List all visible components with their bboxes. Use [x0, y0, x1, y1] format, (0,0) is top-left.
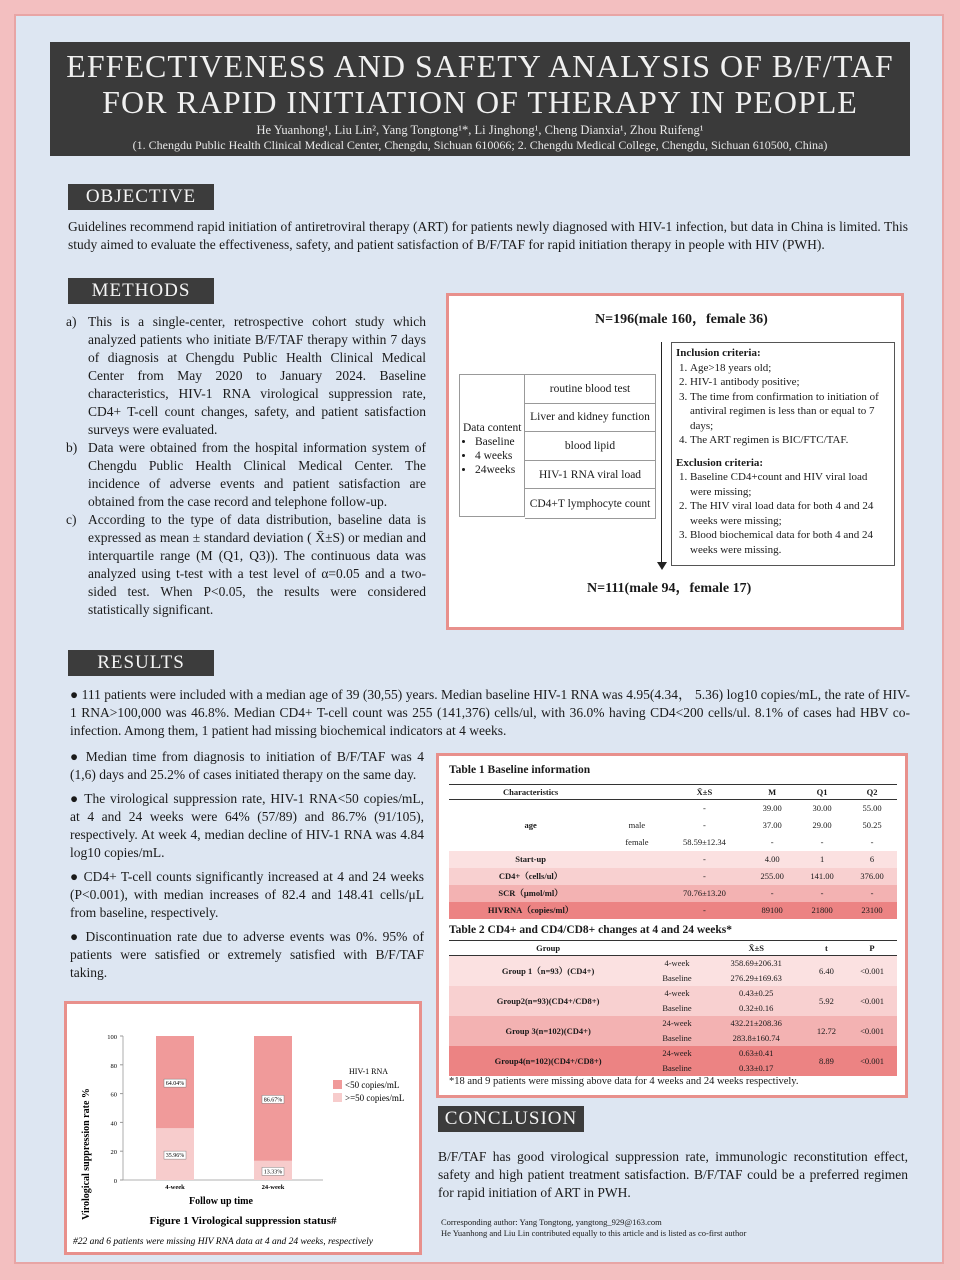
- table2-row: [449, 1046, 897, 1061]
- table2-header: P: [847, 941, 897, 956]
- table2-value: 0.63±0.41: [739, 1048, 774, 1058]
- table2-group: Group 1（n=93）(CD4+): [501, 965, 595, 976]
- table2-value: 283.8±160.74: [732, 1033, 780, 1043]
- table1-cell: age: [524, 820, 537, 830]
- table2-t: 8.89: [818, 1055, 834, 1066]
- methods-item: [66, 511, 426, 619]
- y-tick-label: 40: [110, 1120, 117, 1128]
- table2: [449, 940, 897, 1076]
- table2-value: 358.69±206.31: [730, 958, 782, 969]
- methods-list: [66, 313, 426, 619]
- table1-cell: CD4+（cells/ul）: [498, 871, 563, 881]
- table1-cell: [449, 834, 612, 851]
- objective-heading: OBJECTIVE: [68, 184, 214, 210]
- table1-cell: -: [870, 888, 874, 898]
- table2-p: <0.001: [860, 1055, 884, 1066]
- table1-row: [449, 851, 897, 868]
- results-summary: ● 111 patients were included with a median age of 39 (30,55) years. Median baseline HIV-1 RNA was 4.95(4.34， 5.36) log10 copies/mL, the rate of HIV-1 RNA>100,000 was 46.8%. Median CD4+ T-cell count was 255 (141,376) cells/ul, with 36.0% having CD4<200 cells/ul. 8.1% of cases had HBV co-infection. Among them, 1 patient had missing biochemical indicators at 4 weeks.: [70, 687, 910, 738]
- table1-cell: 39.00: [762, 803, 782, 814]
- criteria-box: [671, 342, 895, 566]
- table1-cell: [612, 868, 661, 885]
- item-text: Data were obtained from the hospital information system of Chengdu Public Health Clinical Medical Center. The incidence of adverse events and patient satisfaction are obtained from the case record and telephone follow-up.: [88, 440, 426, 509]
- table1-row: [449, 902, 897, 919]
- data-item: routine blood test: [525, 375, 655, 404]
- table1-cell: 1: [819, 854, 825, 864]
- y-axis-label: Virological suppression rate %: [81, 1088, 92, 1220]
- data-label-ge50: 13.33%: [263, 1169, 283, 1176]
- conclusion-heading: CONCLUSION: [438, 1106, 584, 1132]
- table2-p: <0.001: [860, 965, 884, 976]
- inclusion-item: 1. Age>18 years old;: [690, 361, 890, 376]
- x-axis-label: Follow up time: [189, 1196, 253, 1207]
- figure-caption: Figure 1 Virological suppression status#: [149, 1215, 337, 1227]
- table1-cell: 70.76±13.20: [682, 888, 726, 898]
- data-label-lt50: 64.04%: [165, 1081, 185, 1088]
- table2-t: 12.72: [816, 1025, 836, 1036]
- table2-group: Group 3(n=102)(CD4+): [505, 1025, 591, 1036]
- corresponding-author: Corresponding author: Yang Tongtong, yangtong_929@163.com: [441, 1217, 662, 1227]
- result-bullet: ● Median time from diagnosis to initiation of B/F/TAF was 4 (1,6) days and 25.2% of cases initiated therapy on the same day.: [70, 749, 424, 782]
- tables-box: [436, 753, 908, 1098]
- data-label-ge50: 35.96%: [165, 1153, 185, 1160]
- legend-swatch-lt50: [333, 1080, 342, 1089]
- table1-cell: -: [703, 820, 706, 830]
- flow-arrow-line: [661, 342, 662, 567]
- table1-cell: Start-up: [515, 854, 546, 864]
- table2-value: 432.21±208.36: [730, 1018, 782, 1028]
- table2-timepoint: Baseline: [662, 1003, 692, 1013]
- x-tick-label: 24-week: [261, 1184, 285, 1191]
- table1-cell: -: [770, 888, 774, 898]
- table1-cell: -: [703, 803, 706, 814]
- table1-cell: [612, 851, 661, 868]
- table1-cell: SCR（μmol/ml）: [498, 888, 563, 898]
- table1-cell: [449, 800, 612, 817]
- table2-timepoint: 24-week: [662, 1018, 692, 1028]
- table1-header: Q1: [797, 785, 847, 800]
- table2-p: <0.001: [860, 995, 884, 1006]
- table1-cell: female: [625, 837, 649, 847]
- data-items-list: [525, 374, 656, 519]
- table2-group: Group4(n=102)(CD4+/CD8+): [494, 1055, 602, 1066]
- item-label: b): [66, 440, 78, 455]
- item-label: c): [66, 512, 77, 527]
- data-label-lt50: 86.67%: [263, 1097, 283, 1104]
- table1-cell: -: [820, 837, 824, 847]
- table1-cell: 255.00: [760, 871, 784, 881]
- table1-cell: -: [703, 905, 706, 915]
- table1-cell: 21800: [811, 905, 833, 915]
- table2-t: 5.92: [818, 995, 834, 1006]
- table2-footnote: *18 and 9 patients were missing above data for 4 weeks and 24 weeks respectively.: [449, 1076, 799, 1087]
- table2-header: [647, 941, 706, 956]
- table2-value: 0.32±0.16: [739, 1003, 774, 1013]
- exclusion-item: 3. Blood biochemical data for both 4 and 24 weeks were missing.: [690, 528, 890, 557]
- table1-header: [612, 785, 661, 800]
- table2-timepoint: Baseline: [662, 1063, 692, 1073]
- legend-label-ge50: >=50 copies/mL: [345, 1093, 405, 1103]
- timepoint: • 24weeks: [475, 463, 524, 477]
- timepoint: • Baseline: [475, 435, 524, 449]
- suppression-chart: [67, 1004, 419, 1252]
- poster-title: [50, 48, 910, 120]
- table1-header: Q2: [847, 785, 897, 800]
- result-bullet: ● CD4+ T-cell counts significantly increased at 4 and 24 weeks (P<0.001), with median increases of 82.4 and 148.41 cells/μL from baseline, respectively.: [70, 869, 424, 920]
- table2-timepoint: Baseline: [662, 1033, 692, 1043]
- exclusion-heading: Exclusion criteria:: [676, 456, 764, 469]
- affiliations: (1. Chengdu Public Health Clinical Medical Center, Chengdu, Sichuan 610066; 2. Chengdu Medical College, Chengdu, Sichuan 610500, China): [132, 138, 828, 152]
- methods-heading: METHODS: [68, 278, 214, 304]
- table1-row: [449, 834, 897, 851]
- inclusion-item: 2. HIV-1 antibody positive;: [690, 375, 890, 390]
- x-tick-label: 4-week: [165, 1184, 185, 1191]
- table1-cell: [612, 885, 661, 902]
- table2-value: 0.33±0.17: [739, 1063, 774, 1073]
- table1-header: X̄±S: [662, 785, 748, 800]
- table2-timepoint: 4-week: [664, 988, 690, 998]
- methods-item: [66, 439, 426, 511]
- results-bullets: [70, 748, 424, 988]
- table1-cell: 4.00: [764, 854, 780, 864]
- inclusion-list: [676, 361, 890, 448]
- table1-cell: 29.00: [812, 820, 832, 830]
- table1-row: [449, 868, 897, 885]
- table1-cell: 376.00: [860, 871, 884, 881]
- table2-t: 6.40: [818, 965, 834, 976]
- table2-value: 0.43±0.25: [739, 988, 774, 998]
- y-tick-label: 100: [107, 1034, 117, 1041]
- legend-title: HIV-1 RNA: [349, 1067, 389, 1076]
- table1-cell: HIVRNA（copies/ml）: [487, 905, 574, 915]
- table1: [449, 784, 897, 919]
- table2-row: [449, 986, 897, 1001]
- exclusion-list: [676, 470, 890, 557]
- table2-header: t: [806, 941, 847, 956]
- y-tick-label: 0: [113, 1178, 117, 1185]
- table1-cell: -: [870, 837, 874, 847]
- legend-label-lt50: <50 copies/mL: [345, 1080, 400, 1090]
- table2-row: [449, 956, 897, 971]
- methods-item: [66, 313, 426, 439]
- table2-row: [449, 1016, 897, 1031]
- table1-cell: 30.00: [812, 803, 832, 814]
- table1-cell: 23100: [861, 905, 883, 915]
- inclusion-item: 4. The ART regimen is BIC/FTC/TAF.: [690, 433, 890, 448]
- figure-footnote: #22 and 6 patients were missing HIV RNA data at 4 and 24 weeks, respectively: [73, 1237, 374, 1247]
- flow-bottom-n: N=111(male 94，female 17): [587, 581, 752, 596]
- table1-cell: 89100: [761, 905, 783, 915]
- table1-cell: [612, 902, 661, 919]
- table1-cell: -: [703, 871, 706, 881]
- title-line-2: FOR RAPID INITIATION OF THERAPY IN PEOPLE: [102, 84, 858, 120]
- data-item: CD4+T lymphocyte count: [529, 497, 651, 510]
- study-flow-box: [446, 293, 904, 630]
- title-banner: [50, 42, 910, 156]
- table2-p: <0.001: [860, 1025, 884, 1036]
- y-tick-label: 80: [110, 1062, 117, 1070]
- result-bullet: ● Discontinuation rate due to adverse events was 0%. 95% of patients were satisfied or extremely satisfied with B/F/TAF taking.: [70, 929, 424, 980]
- table2-header: X̄±S: [707, 941, 806, 956]
- table1-header: M: [747, 785, 797, 800]
- title-line-1: EFFECTIVENESS AND SAFETY ANALYSIS OF B/F/TAF: [66, 48, 894, 84]
- data-item: blood lipid: [525, 432, 655, 461]
- exclusion-item: 2. The HIV viral load data for both 4 and 24 weeks were missing;: [690, 499, 890, 528]
- table2-timepoint: Baseline: [662, 973, 692, 983]
- flow-arrow-head: [657, 562, 667, 570]
- table1-row: [449, 885, 897, 902]
- table1-header: Characteristics: [449, 785, 612, 800]
- authors: He Yuanhong¹, Liu Lin², Yang Tongtong¹*, Li Jinghong¹, Cheng Dianxia¹, Zhou Ruifeng¹: [256, 123, 704, 137]
- table1-cell: 37.00: [762, 820, 782, 830]
- table1-cell: -: [820, 888, 824, 898]
- y-tick-label: 20: [110, 1149, 117, 1157]
- inclusion-heading: Inclusion criteria:: [676, 347, 761, 359]
- data-content-label: Data content: [463, 422, 522, 434]
- table2-timepoint: 24-week: [662, 1048, 692, 1058]
- flow-top-n: N=196(male 160，female 36): [595, 312, 768, 327]
- objective-text: Guidelines recommend rapid initiation of antiretroviral therapy (ART) for patients newly diagnosed with HIV-1 infection, but data in China is limited. This study aimed to evaluate the effectiveness, safety, and patient satisfaction of B/F/TAF for rapid initiation therapy in people with HIV (PWH).: [68, 219, 908, 252]
- table2-value: 276.29±169.63: [730, 973, 782, 983]
- timepoint-list: [463, 435, 524, 477]
- author-notes: [441, 1217, 746, 1239]
- table1-cell: -: [703, 854, 706, 864]
- table1-cell: -: [770, 837, 774, 847]
- table1-cell: 6: [869, 854, 875, 864]
- data-item: Liver and kidney function: [525, 404, 655, 433]
- table1-cell: [612, 800, 661, 817]
- timepoint: • 4 weeks: [475, 449, 524, 463]
- table2-group: Group2(n=93)(CD4+/CD8+): [496, 995, 600, 1006]
- table2-caption: Table 2 CD4+ and CD4/CD8+ changes at 4 and 24 weeks*: [449, 924, 732, 936]
- table1-cell: 55.00: [862, 803, 882, 814]
- conclusion-text: B/F/TAF has good virological suppression rate, immunologic reconstitution effect, safety and high patient treatment satisfaction. B/F/TAF could be a preferred regimen for rapid initiation of ART in PWH.: [438, 1149, 908, 1200]
- co-first-note: He Yuanhong and Liu Lin contributed equally to this article and is listed as co-first author: [441, 1228, 747, 1238]
- exclusion-item: 1. Baseline CD4+count and HIV viral load were missing;: [690, 470, 890, 499]
- item-text: This is a single-center, retrospective cohort study which analyzed patients who initiate B/F/TAF therapy within 7 days of diagnosis at Chengdu Public Health Clinical Medical Center from May 2020 to January 2024. Baseline characteristics, HIV-1 RNA virological suppression rate, CD4+ T-cell count changes, safety, and patient satisfaction surveys were evaluated.: [88, 314, 426, 437]
- item-label: a): [66, 314, 77, 329]
- table1-cell: 58.59±12.34: [682, 837, 726, 847]
- figure-box: [64, 1001, 422, 1255]
- inclusion-item: 3. The time from confirmation to initiation of antiviral regimen is less than or equal to 7 days;: [690, 390, 890, 434]
- data-item: HIV-1 RNA viral load: [525, 461, 655, 490]
- results-heading: RESULTS: [68, 650, 214, 676]
- legend-swatch-ge50: [333, 1093, 342, 1102]
- table2-timepoint: 4-week: [664, 958, 690, 969]
- data-content-box: [459, 374, 525, 517]
- table1-row: [449, 817, 897, 834]
- table2-header: Group: [449, 941, 647, 956]
- table1-row: [449, 800, 897, 817]
- y-tick-label: 60: [110, 1091, 117, 1099]
- table1-cell: 50.25: [862, 820, 882, 830]
- table1-cell: male: [628, 820, 646, 830]
- table1-cell: 141.00: [810, 871, 834, 881]
- table1-caption: Table 1 Baseline information: [449, 764, 591, 776]
- result-bullet: ● The virological suppression rate, HIV-1 RNA<50 copies/mL, at 4 and 24 weeks were 64% (57/89) and 86.7% (91/105), respectively. At week 4, median decline of HIV-1 RNA was 4.84 log10 copies/mL.: [70, 791, 424, 860]
- item-text: According to the type of data distribution, baseline data is expressed as mean ± standard deviation ( X̄±S) or median and interquartile range (M (Q1, Q3)). The continuous data was analyzed using t-test with a test level of α=0.05 and a two-sided test. When P<0.05, the results were considered statistically significant.: [88, 512, 426, 617]
